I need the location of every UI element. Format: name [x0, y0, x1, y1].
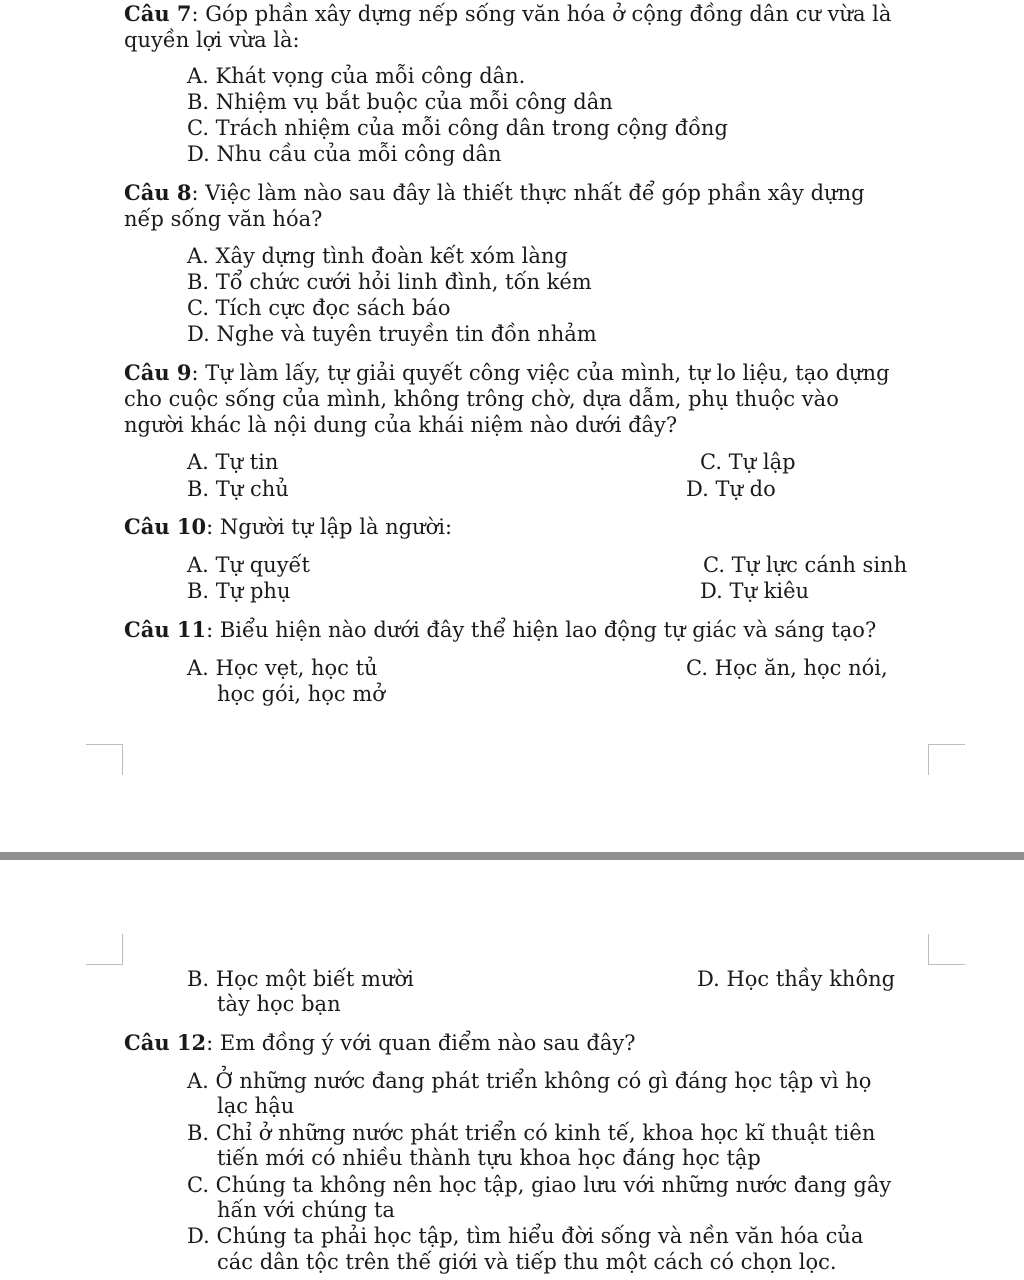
- question-8-option-c: C. Tích cực đọc sách báo: [187, 296, 451, 320]
- question-label: Câu 7: [124, 1, 192, 26]
- question-8-option-b: B. Tổ chức cưới hỏi linh đình, tốn kém: [187, 270, 592, 294]
- question-9-option-a: A. Tự tin: [187, 450, 279, 474]
- page-corner-mark: [928, 934, 965, 965]
- question-12-option-d: D. Chúng ta phải học tập, tìm hiểu đời sống và nền văn hóa của: [187, 1224, 864, 1248]
- question-9-option-c: C. Tự lập: [700, 450, 796, 474]
- question-8-stem-cont: nếp sống văn hóa?: [124, 207, 323, 231]
- question-12-option-c-cont: hấn với chúng ta: [217, 1198, 395, 1222]
- question-9-option-b: B. Tự chủ: [187, 477, 289, 501]
- question-12-option-a-cont: lạc hậu: [217, 1094, 295, 1118]
- question-10-stem: Câu 10: Người tự lập là người:: [124, 514, 453, 539]
- question-12-option-a: A. Ở những nước đang phát triển không có gì đáng học tập vì họ: [187, 1069, 872, 1093]
- question-label: Câu 8: [124, 180, 192, 205]
- question-11-option-a: A. Học vẹt, học tủ: [187, 656, 378, 680]
- question-7-stem: Câu 7: Góp phần xây dựng nếp sống văn hóa ở cộng đồng dân cư vừa là: [124, 1, 892, 26]
- question-10-option-a: A. Tự quyết: [187, 553, 310, 577]
- question-12-stem: Câu 12: Em đồng ý với quan điểm nào sau đây?: [124, 1030, 636, 1055]
- page-corner-mark: [86, 934, 123, 965]
- question-8-option-d: D. Nghe và tuyên truyền tin đồn nhảm: [187, 322, 597, 346]
- question-10-option-c: C. Tự lực cánh sinh: [703, 553, 908, 577]
- question-7-stem-cont: quyền lợi vừa là:: [124, 28, 300, 52]
- question-9-stem: Câu 9: Tự làm lấy, tự giải quyết công việc của mình, tự lo liệu, tạo dựng: [124, 360, 890, 385]
- page-corner-mark: [86, 744, 123, 775]
- question-7-option-a: A. Khát vọng của mỗi công dân.: [187, 64, 526, 88]
- question-11-option-a-cont: học gói, học mở: [217, 682, 385, 706]
- page-separator: [0, 852, 1024, 860]
- question-12-option-b-cont: tiến mới có nhiều thành tựu khoa học đáng học tập: [217, 1146, 761, 1170]
- question-12-option-d-cont: các dân tộc trên thế giới và tiếp thu một cách có chọn lọc.: [217, 1250, 837, 1274]
- question-7-option-c: C. Trách nhiệm của mỗi công dân trong cộng đồng: [187, 116, 728, 140]
- question-label: Câu 12: [124, 1030, 207, 1055]
- question-label: Câu 11: [124, 617, 207, 642]
- question-9-stem-cont: cho cuộc sống của mình, không trông chờ, dựa dẫm, phụ thuộc vào: [124, 387, 839, 411]
- question-11-stem: Câu 11: Biểu hiện nào dưới đây thể hiện lao động tự giác và sáng tạo?: [124, 617, 877, 642]
- question-12-option-c: C. Chúng ta không nên học tập, giao lưu với những nước đang gây: [187, 1173, 892, 1197]
- question-9-option-d: D. Tự do: [686, 477, 776, 501]
- question-11-option-d: D. Học thầy không: [697, 967, 896, 991]
- question-11-option-b-cont: tày học bạn: [217, 992, 341, 1016]
- page-corner-mark: [928, 744, 965, 775]
- question-10-option-d: D. Tự kiêu: [700, 579, 810, 603]
- question-7-option-d: D. Nhu cầu của mỗi công dân: [187, 142, 502, 166]
- question-11-option-c: C. Học ăn, học nói,: [686, 656, 888, 680]
- question-10-option-b: B. Tự phụ: [187, 579, 291, 603]
- question-9-stem-cont: người khác là nội dung của khái niệm nào dưới đây?: [124, 413, 678, 437]
- question-label: Câu 10: [124, 514, 207, 539]
- question-label: Câu 9: [124, 360, 192, 385]
- question-12-option-b: B. Chỉ ở những nước phát triển có kinh tế, khoa học kĩ thuật tiên: [187, 1121, 876, 1145]
- question-7-option-b: B. Nhiệm vụ bắt buộc của mỗi công dân: [187, 90, 613, 114]
- question-8-stem: Câu 8: Việc làm nào sau đây là thiết thực nhất để góp phần xây dựng: [124, 180, 865, 205]
- question-8-option-a: A. Xây dựng tình đoàn kết xóm làng: [187, 244, 568, 268]
- question-11-option-b: B. Học một biết mười: [187, 967, 414, 991]
